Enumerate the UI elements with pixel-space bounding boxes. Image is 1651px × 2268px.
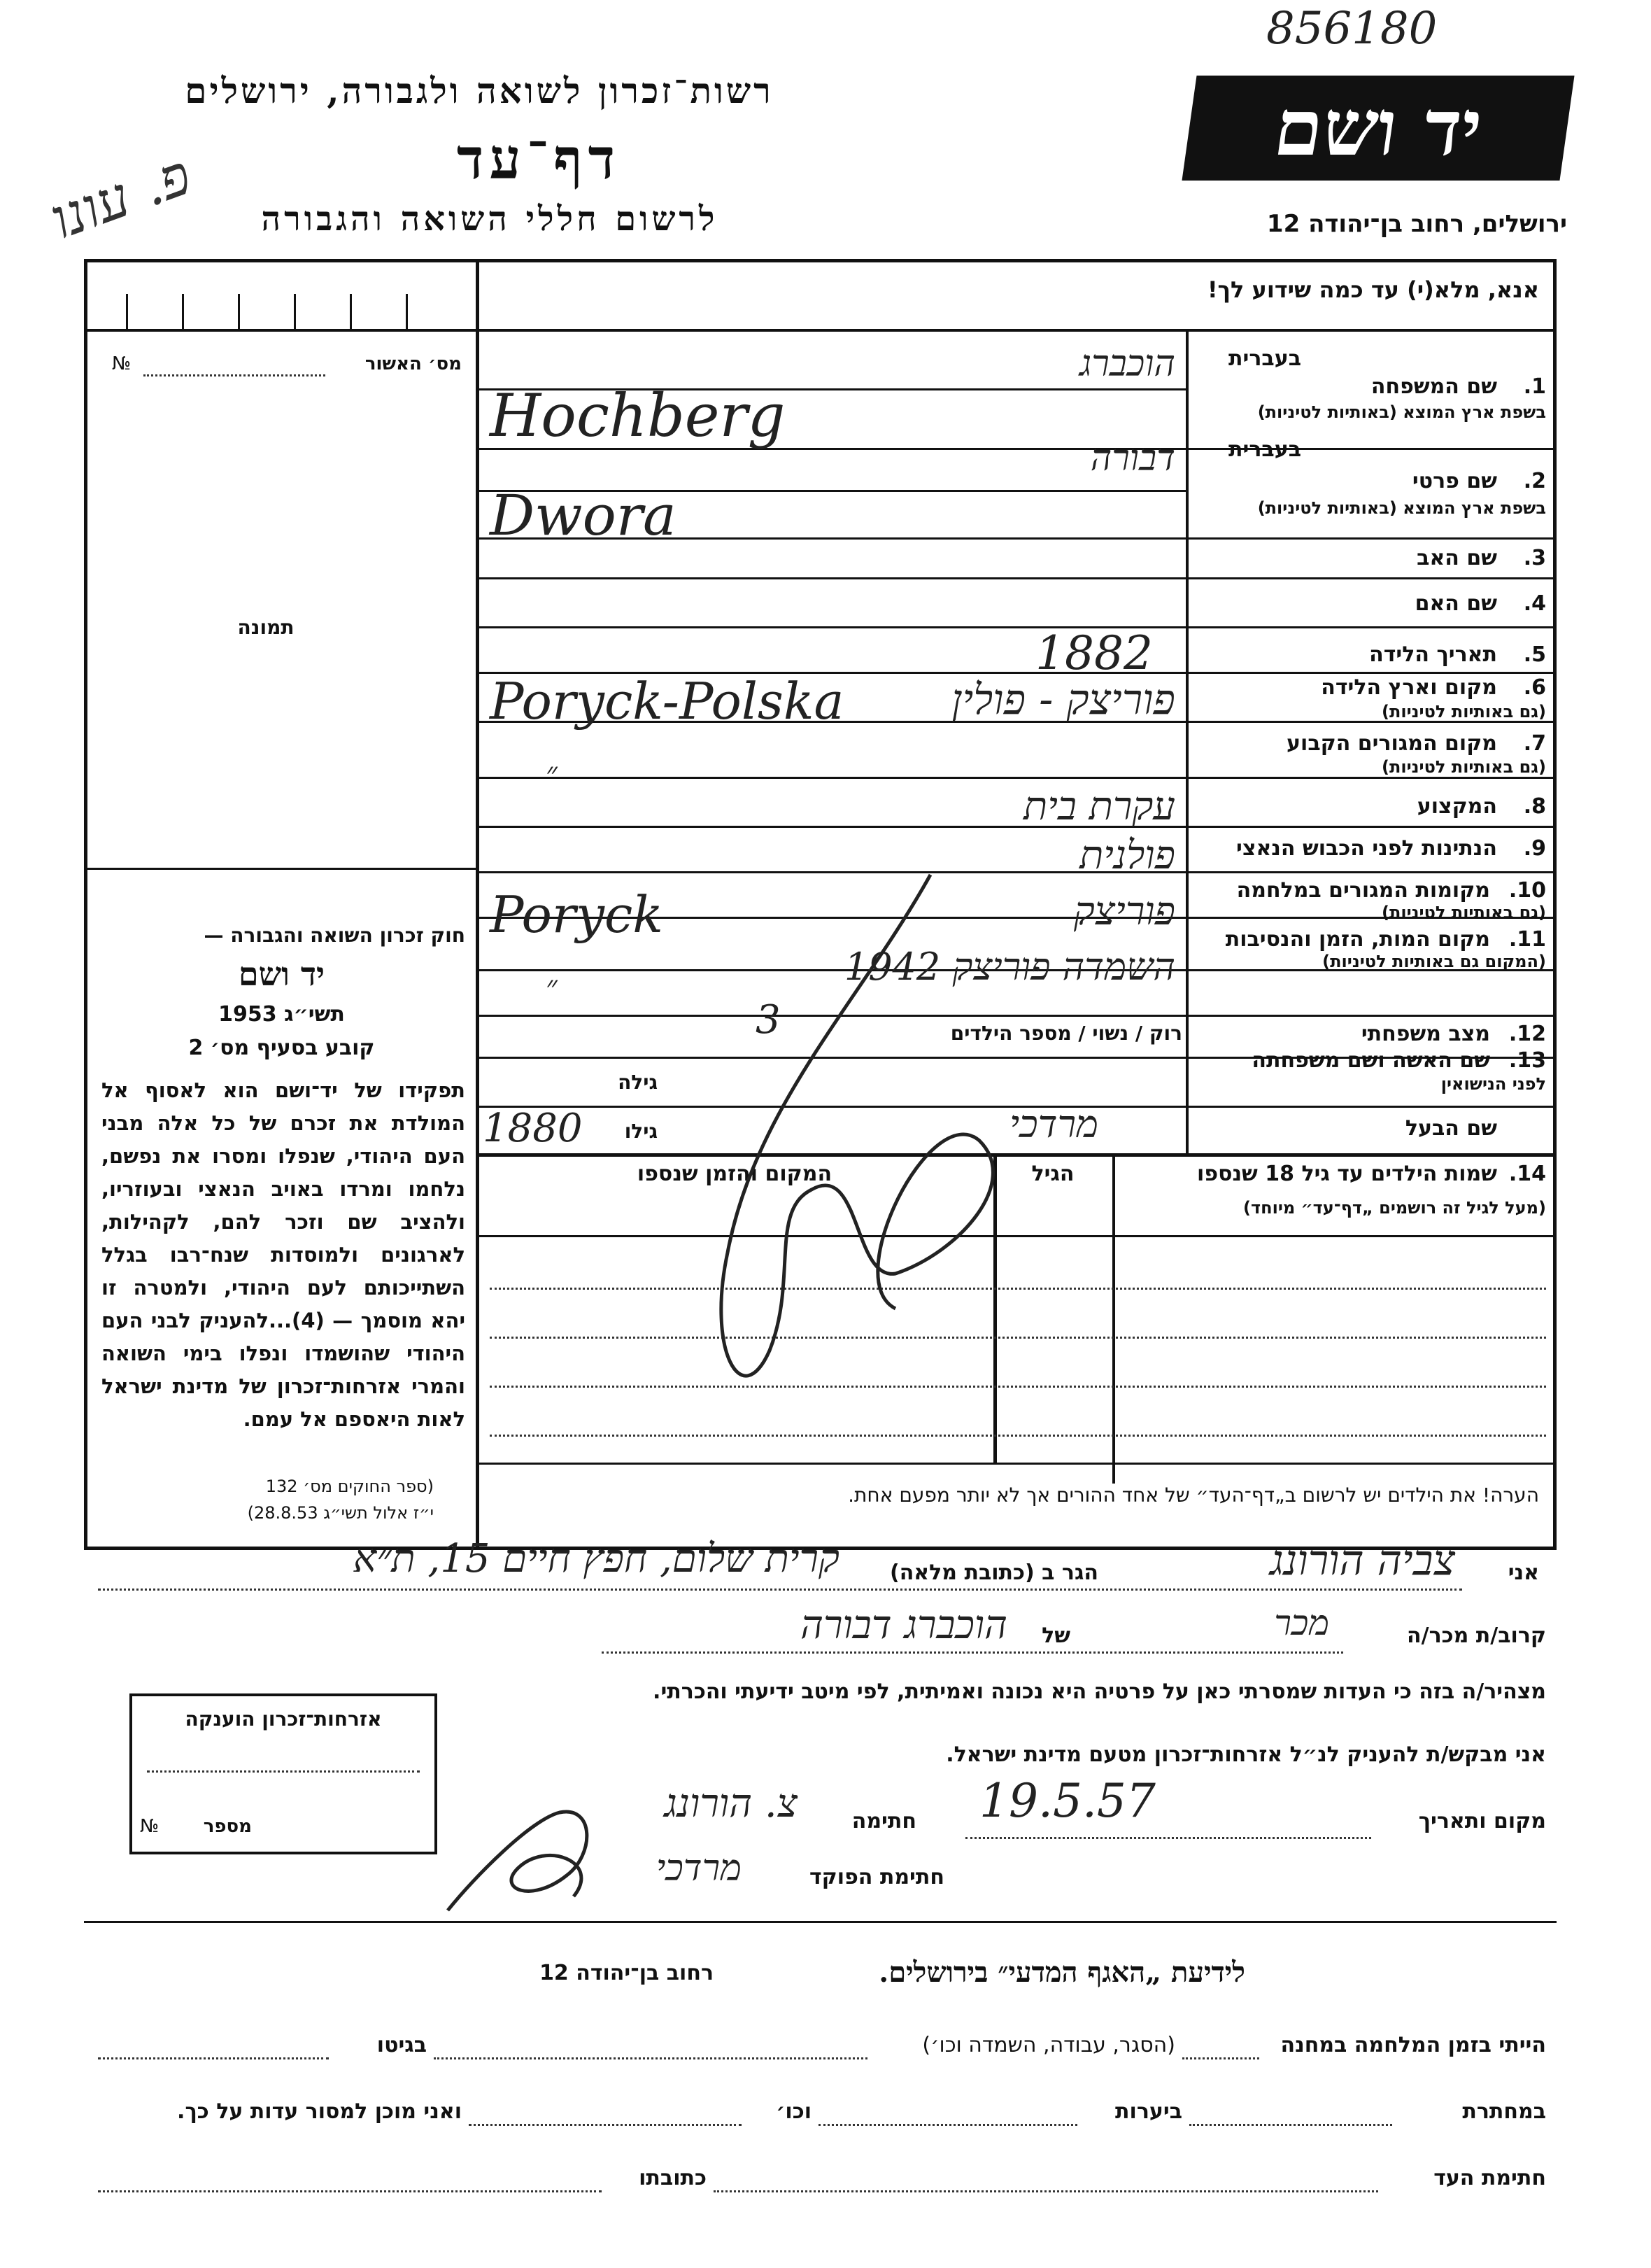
bottom-line2-c: וכו׳ xyxy=(776,2099,812,2124)
field-11-num: 11. xyxy=(1508,927,1546,952)
field-1-latin-value[interactable]: Hochberg xyxy=(490,381,786,450)
children-num: 14. xyxy=(1508,1162,1546,1186)
relation-label: קרוב/ת מכר/ה xyxy=(1407,1623,1546,1648)
law-title: חוק זכרון השואה והגבורה — xyxy=(204,924,465,947)
field-6-num: 6. xyxy=(1523,675,1546,700)
field-10-sub: (גם באותיות לטיניות) xyxy=(1382,903,1546,922)
declarant-i-label: אני xyxy=(1508,1561,1539,1585)
wife-age-label: גילה xyxy=(618,1071,658,1094)
witness-address-field[interactable] xyxy=(98,2190,602,2192)
field-6-sub: (גם באותיות לטיניות) xyxy=(1382,702,1546,721)
bottom-line3-a: חתימת העד xyxy=(1433,2166,1546,2190)
field-11-sub: (המקום גם באותיות לטיניות) xyxy=(1322,952,1546,971)
law-clause: קובע בסעיף מס׳ 2 xyxy=(188,1036,375,1060)
form-title: דף־עד xyxy=(456,126,621,192)
field-12-options[interactable]: רוק / נשוי / מספר הילדים xyxy=(950,1022,1182,1045)
witness-signature-field[interactable] xyxy=(714,2190,1378,2192)
logo-text: יד ושם xyxy=(1268,83,1488,173)
field-10-value[interactable]: Poryck xyxy=(490,885,663,944)
bottom-line3-b: כתובתו xyxy=(639,2166,707,2190)
children-age-header: הגיל xyxy=(1031,1162,1075,1186)
bottom-title: לידיעת „האגף המדעי״ בירושלים. xyxy=(879,1956,1245,1989)
field-2-sub: בשפת ארץ המוצא (באותיות לטיניות) xyxy=(1257,498,1546,518)
declarant-resides-label: הגר ב (כתובת מלאה) xyxy=(889,1561,1098,1585)
labels-column-divider xyxy=(1186,329,1189,1155)
bottom-line2-d: ואני מוכן למסור עדות על כך. xyxy=(177,2099,462,2124)
field-13-sub: לפני הנישואין xyxy=(1440,1074,1546,1094)
child-row-4[interactable] xyxy=(490,1435,1546,1437)
field-1-tag: בעברית xyxy=(1228,346,1301,371)
husband-age-value[interactable]: 1880 xyxy=(483,1106,583,1151)
bottom-line1-b: (הסגר, עבודה, השמדה וכו׳) xyxy=(922,2033,1175,2057)
left-column-divider xyxy=(476,259,479,1550)
law-year: תשי״ג 1953 xyxy=(218,1002,345,1027)
yad-vashem-logo xyxy=(1182,76,1574,181)
husband-label: שם הבעל xyxy=(1405,1116,1497,1141)
photo-label: תמונה xyxy=(237,616,295,639)
field-1-sub: בשפת ארץ המוצא (באותיות לטיניות) xyxy=(1257,402,1546,422)
field-6-value[interactable]: Poryck-Polska xyxy=(490,672,844,731)
ticks-strip xyxy=(126,294,441,329)
field-2-num: 2. xyxy=(1523,469,1546,493)
field-10-num: 10. xyxy=(1508,878,1546,903)
field-9-num: 9. xyxy=(1523,836,1546,861)
husband-value[interactable]: מרדכי xyxy=(1009,1102,1098,1146)
children-place-header: המקום והזמן שנספו xyxy=(637,1162,832,1186)
field-8-num: 8. xyxy=(1523,794,1546,819)
officer-signature-scribble xyxy=(434,1791,616,1931)
signature-value[interactable]: צ. הורונג xyxy=(664,1781,798,1826)
field-8-value[interactable]: עקרת בית xyxy=(1023,784,1175,829)
field-9-value[interactable]: פולנית xyxy=(1079,833,1175,878)
bottom-address: רחוב בן־יהודה 12 xyxy=(539,1961,714,1985)
field-6-hebrew-value[interactable]: פוריצק - פולין xyxy=(951,675,1175,724)
field-3-label: שם האב xyxy=(1417,546,1497,570)
field-8-label: המקצוע xyxy=(1417,794,1497,819)
cross-out-scribble xyxy=(630,861,1119,1421)
field-9-label: הנתינות לפני הכבוש הנאצי xyxy=(1236,836,1497,861)
of-label: של xyxy=(1042,1623,1070,1648)
law-name: יד ושם xyxy=(238,955,325,993)
field-1-hebrew-value[interactable]: הוכברג xyxy=(1079,343,1175,385)
archive-number: 856180 xyxy=(1266,3,1438,55)
bottom-line1-c: בגיטו xyxy=(376,2033,427,2057)
husband-age-label: גילו xyxy=(624,1120,658,1143)
children-sub: (מעל לגיל זה רושמים „דף־עד״ מיוחד) xyxy=(1243,1198,1546,1218)
bottom-line1-a: הייתי בזמן המלחמה במחנה xyxy=(1280,2033,1546,2057)
field-5-num: 5. xyxy=(1523,642,1546,667)
field-2-label: שם פרטי xyxy=(1412,469,1497,493)
field-11-label: מקום המות, הזמן והנסיבות xyxy=(1225,927,1490,952)
place-date-label: מקום ותאריך xyxy=(1418,1809,1546,1833)
field-5-value[interactable]: 1882 xyxy=(1035,626,1153,680)
margin-handwriting: פ. עונו xyxy=(42,141,199,253)
field-7-sub: (גם באותיות לטיניות) xyxy=(1382,757,1546,777)
declaration-text: מצהיר/ה בזה כי העדות שמסרתי כאן על פרטיה היא נכונה ואמיתית, לפי מיטב ידיעתי והכרתי. xyxy=(653,1679,1546,1704)
certificate-number-label: מספר xyxy=(203,1816,252,1837)
field-7-label: מקום המגורים הקבוע xyxy=(1287,731,1497,756)
form-subtitle: לרשום חללי השואה והגבורה xyxy=(261,199,718,239)
request-text: אני מבקש/ת להעניק לנ״ל אזרחות־זכרון מטעם מדינת ישראל. xyxy=(946,1742,1546,1767)
field-7-value[interactable]: ״ xyxy=(546,756,558,791)
field-2-hebrew-value[interactable]: דבורה xyxy=(1090,437,1175,479)
signature-label: חתימה xyxy=(851,1809,916,1833)
field-10-hebrew-value[interactable]: פוריצק xyxy=(1073,889,1175,934)
field-1-num: 1. xyxy=(1523,374,1546,399)
declarant-name[interactable]: צביה הורונג xyxy=(1270,1536,1455,1585)
field-12-label: מצב משפחתי xyxy=(1361,1022,1490,1046)
relation-value[interactable]: מכר xyxy=(1274,1603,1329,1643)
address: ירושלים, רחוב בן־יהודה 12 xyxy=(1266,210,1567,238)
children-label: שמות הילדים עד גיל 18 שנספו xyxy=(1197,1162,1497,1186)
field-11-value[interactable]: השמדה פוריצק 1942 xyxy=(844,945,1175,989)
certificate-title: אזרחות־זכרון הוענקה xyxy=(185,1707,382,1731)
officer-label: חתימת הפוקד xyxy=(809,1865,944,1889)
declarant-address[interactable]: קרית שלום, חפץ חיים 15, ת״א xyxy=(353,1536,839,1582)
law-text: תפקידו של יד־ושם הוא לאסוף אל המולדת את זכרם של כל אלה מבני העם היהודי, שנפלו ומסרו את נפשם, נלחמו ומרדו באויב הנאצי ובעוזריו, ולהציב שם וזכר להם, לקהילות, לארגונים ולמוסדות שנח־רבו בגלל השתייכותם לעם היהודי, ולמטרה זו יהא מוסמך — (4)...להעניק לבני העם היהודי שהושמדו ונפלו בימי השואה והמרי אזרחות־זכרון של מדינת ישראל לאות היאספם אל עמם. xyxy=(101,1078,465,1431)
approval-number-field[interactable] xyxy=(143,374,325,376)
children-note: הערה! את הילדים יש לרשום ב„דף־העד״ של אחד ההורים אך לא יותר מפעם אחת. xyxy=(848,1484,1539,1507)
field-10-label: מקומות המגורים במלחמה xyxy=(1236,878,1490,903)
field-12-value[interactable]: 3 xyxy=(756,997,781,1043)
approval-label: מס׳ האשור xyxy=(364,353,462,374)
bottom-line2-a: במחתרת xyxy=(1462,2099,1546,2124)
bottom-line2-b: ביערות xyxy=(1115,2099,1182,2124)
field-6-label: מקום וארץ הלידה xyxy=(1321,675,1497,700)
field-3-num: 3. xyxy=(1523,546,1546,570)
field-13-label: שם האשה ושם משפחתה xyxy=(1252,1048,1490,1073)
field-12-num: 12. xyxy=(1508,1022,1546,1046)
field-4-label: שם האם xyxy=(1415,591,1497,616)
date-value[interactable]: 19.5.57 xyxy=(979,1774,1156,1828)
law-reference-1: (ספר החוקים מס׳ 132 xyxy=(265,1477,434,1496)
field-4-num: 4. xyxy=(1523,591,1546,616)
officer-signature[interactable]: מרדכי xyxy=(656,1847,742,1889)
instruction-text: אנא, מלא(י) עד כמה שידוע לך! xyxy=(1207,276,1539,303)
field-2-tag: בעברית xyxy=(1228,437,1301,462)
field-7-num: 7. xyxy=(1523,731,1546,756)
field-2-latin-value[interactable]: Dwora xyxy=(490,483,676,548)
field-11-ditto: ״ xyxy=(546,969,558,1005)
field-5-label: תאריך הלידה xyxy=(1369,642,1497,667)
law-reference-2: י״ז אלול תשי״ג 28.8.53) xyxy=(247,1503,434,1523)
authority-name: רשות־זכרון לשואה ולגבורה, ירושלים xyxy=(185,70,774,111)
certificate-no-sign: № xyxy=(140,1816,160,1837)
of-value[interactable]: הוכברג דבורה xyxy=(800,1603,1007,1648)
field-13-num: 13. xyxy=(1508,1048,1546,1073)
approval-no-sign: № xyxy=(112,353,132,374)
field-1-label: שם המשפחה xyxy=(1370,374,1497,399)
